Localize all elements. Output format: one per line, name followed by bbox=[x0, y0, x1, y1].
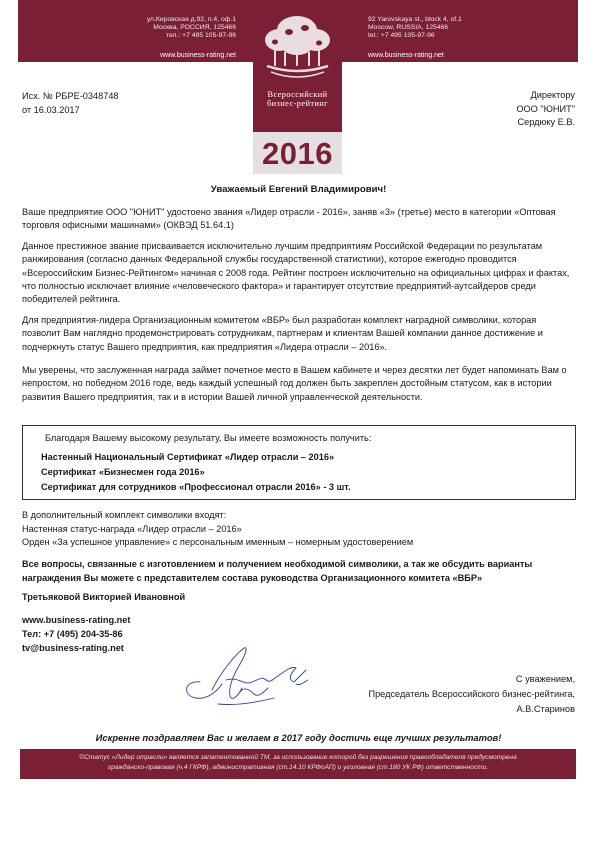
offer-item-national-certificate: Настенный Национальный Сертификат «Лидер отрасли – 2016» bbox=[41, 452, 335, 462]
paragraph-symbolics: Для предприятия-лидера Организационным комитетом «ВБР» был разработан комплект наградной символики, которая позволит Вам наглядно продемонстрировать сотрудникам, партнерам и клиентам Вашей компании данное достижение и подчеркнуть статус Вашего предприятия, как предприятия «Лидера отрасли – 2016». bbox=[22, 315, 543, 352]
header-address-line: Moscow, RUSSIA, 125466 bbox=[368, 24, 449, 32]
closing-wish: Искренне поздравляем Вас и желаем в 2017 году достичь еще лучших результатов! bbox=[95, 732, 502, 743]
addressee-name: Сердюку Е.В. bbox=[517, 117, 575, 127]
addressee-position: Директору bbox=[530, 90, 575, 100]
salutation: Уважаемый Евгений Владимирович! bbox=[210, 184, 387, 195]
addressee-block bbox=[516, 89, 575, 130]
header-address-russian bbox=[96, 16, 236, 41]
logo-year-box bbox=[253, 132, 342, 174]
contact-person: Третьяковой Викторией Ивановной bbox=[22, 592, 186, 602]
regards-greeting: С уважением, bbox=[515, 674, 575, 684]
logo-name-line: Всероссийский bbox=[267, 90, 328, 99]
contact-email-link[interactable]: tv@business-rating.net bbox=[22, 643, 124, 653]
logo-year: 2016 bbox=[262, 136, 333, 171]
questions-paragraph: Все вопросы, связанные с изготовлением и получением необходимой символики, а так же обсудить варианты награждения Вы можете с представителем состава руководства Организационного комитета «ВБР» bbox=[22, 559, 533, 583]
header-address-line: ул.Кировская д.92, п.4, оф.1 bbox=[146, 16, 236, 23]
contact-website-link[interactable]: www.business-rating.net bbox=[22, 615, 131, 625]
header-address-line: 92 Yarovskaya st., block 4, of.1 bbox=[368, 16, 462, 23]
contact-phone: Тел: +7 (495) 204-35-86 bbox=[22, 629, 123, 639]
regards-name: А.В.Старинов bbox=[516, 704, 575, 714]
kit-item: Настенная статус-награда «Лидер отрасли – 2016» bbox=[22, 523, 242, 534]
header-website-link-right[interactable]: www.business-rating.net bbox=[368, 52, 444, 59]
offer-item-employee-certificate: Сертификат для сотрудников «Профессионал отрасли 2016» - 3 шт. bbox=[41, 482, 351, 492]
header-address-line: tel.: +7 495 105-97-96 bbox=[368, 32, 435, 40]
header-address-line: Москва, РОССИЯ, 125466 bbox=[153, 24, 236, 32]
tree-emblem-icon bbox=[261, 12, 334, 82]
offer-intro: Благодаря Вашему высокому результату, Вы имеете возможность получить: bbox=[45, 433, 372, 443]
header-website-link-left[interactable]: www.business-rating.net bbox=[160, 52, 236, 59]
paragraph-rating-description: Данное престижное звание присваивается исключительно лучшим предприятиям Российской Федерации по результатам ранжирования (согласно данных Федеральной службы государственной статистики), которое ежегодно проводится «Всероссийским Бизнес-Рейтингом» начиная с 2008 года. Рейтинг построен исключительно на официальных цифрах и фактах, что полностью исключает влияние «человеческого фактора» и гарантирует отсутствие предприятий-аутсайдеров среди победителей рейтинга. bbox=[22, 241, 570, 305]
contact-details bbox=[22, 613, 130, 655]
logo-name bbox=[253, 90, 342, 108]
footer-bar bbox=[20, 749, 576, 779]
kit-intro: В дополнительный комплект символики входят: bbox=[22, 510, 227, 520]
paragraph-confidence: Мы уверены, что заслуженная награда займет почетное место в Вашем кабинете и через десятки лет будет напоминать Вам о непростом, но победном 2016 годе, ведь каждый успешный год должен быть закреплен достойным статусом, как в истории развития Вашего предприятия, так и в истории Вашей личной управленческой деятельности. bbox=[22, 365, 567, 402]
additional-kit bbox=[22, 509, 413, 550]
footer-line: ©Статус «Лидер отрасли» является запатентованной ТМ, за использование которой без разрешения правообладателя предусмотрена bbox=[79, 754, 517, 761]
kit-item: Орден «За успешное управление» с персональным именным – номерным удостоверением bbox=[22, 537, 414, 547]
addressee-company: ООО "ЮНИТ" bbox=[516, 103, 575, 114]
footer-line: гражданско-правовая (ч.4 ГКРФ), административная (ст.14.10 КРФоАП) и уголовная (ст.180 УК РФ) ответственности. bbox=[107, 763, 489, 771]
regards-position: Председатель Всероссийского бизнес-рейтинга, bbox=[368, 689, 575, 699]
outgoing-reference bbox=[22, 89, 119, 117]
offer-item-businessman-certificate: Сертификат «Бизнесмен года 2016» bbox=[41, 467, 205, 477]
logo bbox=[253, 0, 342, 132]
reference-date: от 16.03.2017 bbox=[22, 105, 80, 115]
regards-block bbox=[368, 672, 575, 717]
header-address-english bbox=[368, 16, 528, 41]
footer-legal-notice bbox=[28, 753, 568, 772]
header-address-line: тел.: +7 495 105-97-96 bbox=[165, 32, 236, 40]
logo-name-line: бизнес-рейтинг bbox=[266, 99, 328, 108]
paragraph-award: Ваше предприятие ООО "ЮНИТ" удостоено звания «Лидер отрасли - 2016», заняв «3» (третье) место в категории «Оптовая торговля офисными машинами» (ОКВЭД 51.64.1) bbox=[22, 207, 556, 231]
reference-number: Исх. № РБРЕ-0348748 bbox=[22, 91, 119, 101]
offer-box bbox=[22, 425, 576, 500]
signature-icon bbox=[178, 640, 328, 710]
